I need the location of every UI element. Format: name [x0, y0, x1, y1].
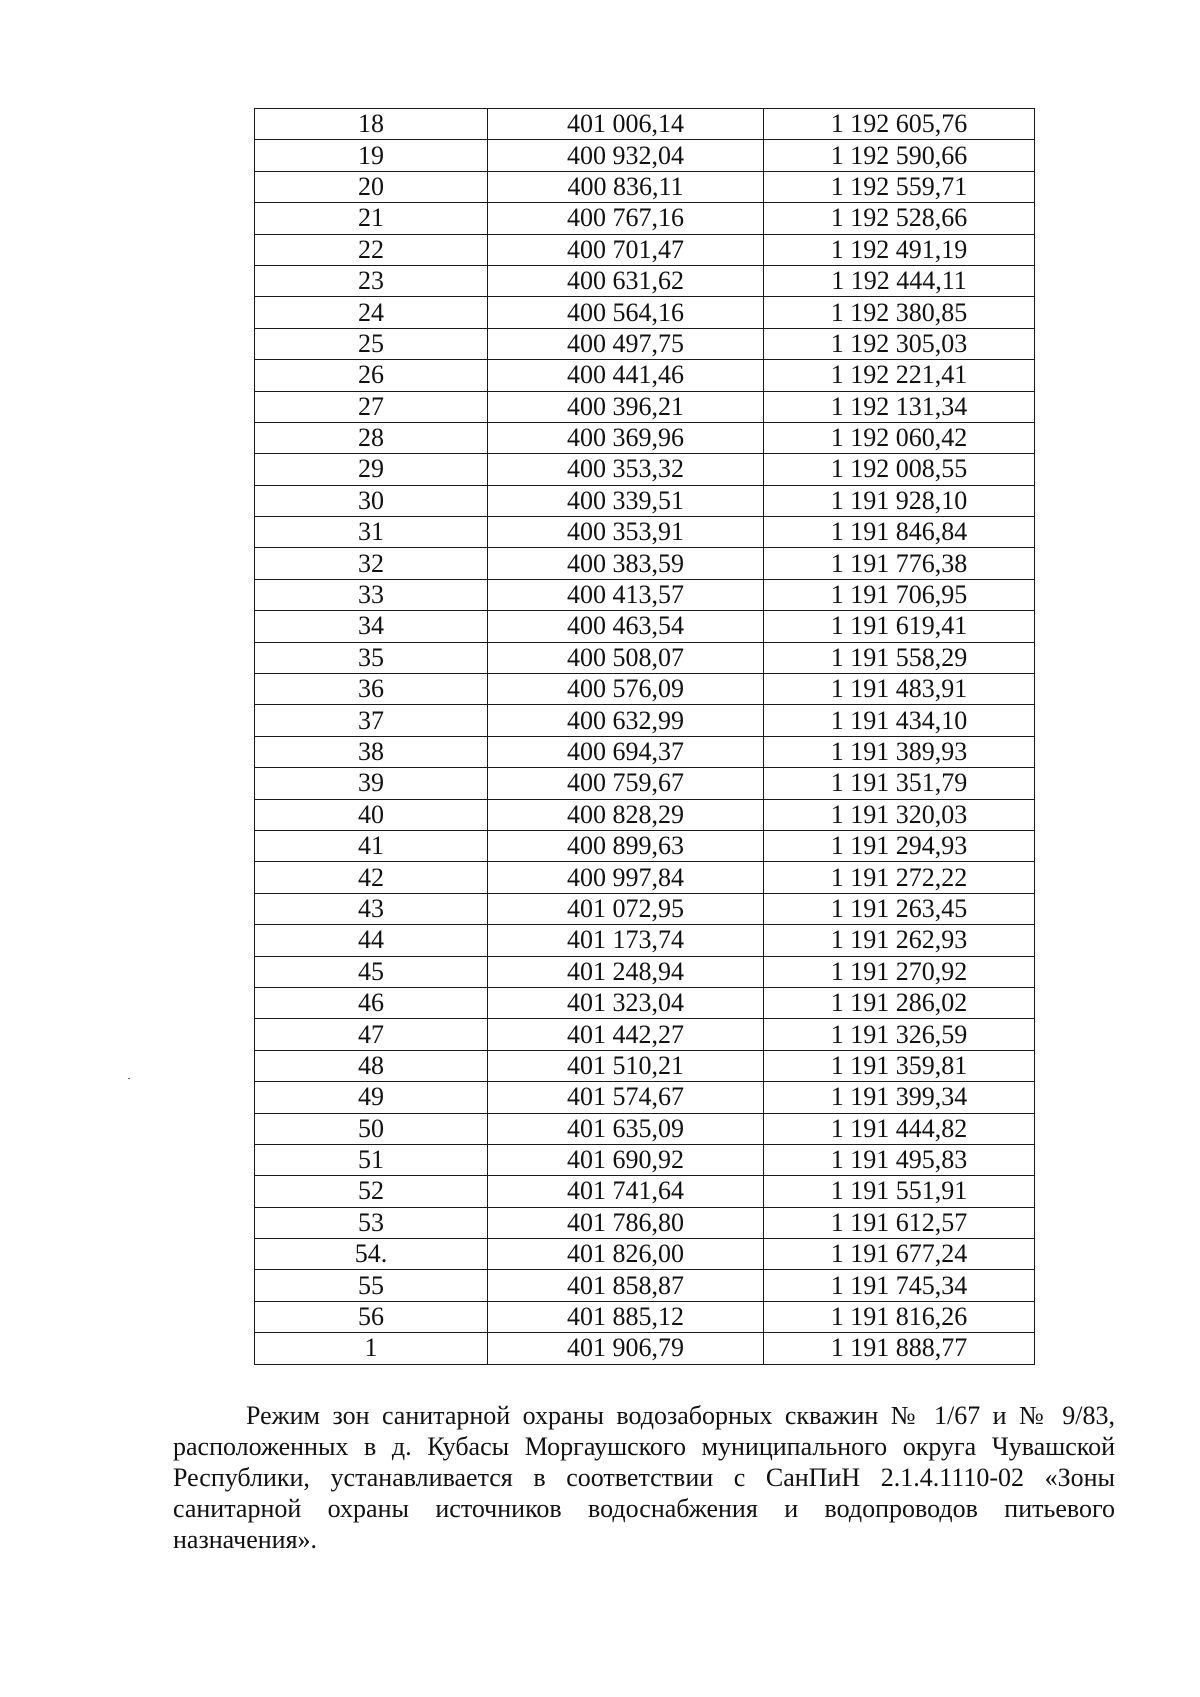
point-number-cell: 41: [255, 830, 488, 861]
table-row: [255, 1144, 1035, 1175]
x-coordinate-cell: 401 248,94: [488, 956, 764, 987]
y-coordinate-cell: 1 191 495,83: [764, 1144, 1035, 1175]
y-coordinate-cell: 1 192 605,76: [764, 109, 1035, 140]
x-coordinate-cell: 400 631,62: [488, 265, 764, 296]
table-row: [255, 517, 1035, 548]
x-coordinate-cell: 400 413,57: [488, 579, 764, 610]
table-row: [255, 925, 1035, 956]
x-coordinate-cell: 400 632,99: [488, 705, 764, 736]
table-row: [255, 109, 1035, 140]
table-row: [255, 548, 1035, 579]
point-number-cell: 19: [255, 140, 488, 171]
point-number-cell: 39: [255, 768, 488, 799]
y-coordinate-cell: 1 192 131,34: [764, 391, 1035, 422]
point-number-cell: 47: [255, 1019, 488, 1050]
x-coordinate-cell: 401 006,14: [488, 109, 764, 140]
table-row: [255, 265, 1035, 296]
y-coordinate-cell: 1 191 320,03: [764, 799, 1035, 830]
x-coordinate-cell: 400 564,16: [488, 297, 764, 328]
table-row: [255, 234, 1035, 265]
y-coordinate-cell: 1 191 816,26: [764, 1301, 1035, 1332]
table-row: [255, 360, 1035, 391]
y-coordinate-cell: 1 191 399,34: [764, 1082, 1035, 1113]
point-number-cell: 30: [255, 485, 488, 516]
table-row: [255, 768, 1035, 799]
y-coordinate-cell: 1 191 928,10: [764, 485, 1035, 516]
x-coordinate-cell: 401 574,67: [488, 1082, 764, 1113]
point-number-cell: 40: [255, 799, 488, 830]
y-coordinate-cell: 1 191 846,84: [764, 517, 1035, 548]
table-row: [255, 454, 1035, 485]
y-coordinate-cell: 1 191 286,02: [764, 987, 1035, 1018]
table-row: [255, 1113, 1035, 1144]
y-coordinate-cell: 1 191 434,10: [764, 705, 1035, 736]
point-number-cell: 42: [255, 862, 488, 893]
x-coordinate-cell: 400 899,63: [488, 830, 764, 861]
table-row: [255, 862, 1035, 893]
y-coordinate-cell: 1 192 444,11: [764, 265, 1035, 296]
point-number-cell: 48: [255, 1050, 488, 1081]
table-row: [255, 1176, 1035, 1207]
table-row: [255, 171, 1035, 202]
point-number-cell: 27: [255, 391, 488, 422]
point-number-cell: 50: [255, 1113, 488, 1144]
x-coordinate-cell: 400 339,51: [488, 485, 764, 516]
y-coordinate-cell: 1 191 706,95: [764, 579, 1035, 610]
point-number-cell: 43: [255, 893, 488, 924]
table-row: [255, 893, 1035, 924]
point-number-cell: 52: [255, 1176, 488, 1207]
x-coordinate-cell: 401 442,27: [488, 1019, 764, 1050]
x-coordinate-cell: 400 353,32: [488, 454, 764, 485]
point-number-cell: 45: [255, 956, 488, 987]
point-number-cell: 55: [255, 1270, 488, 1301]
table-row: [255, 1050, 1035, 1081]
y-coordinate-cell: 1 192 491,19: [764, 234, 1035, 265]
table-row: [255, 1270, 1035, 1301]
table-row: [255, 611, 1035, 642]
x-coordinate-cell: 400 767,16: [488, 203, 764, 234]
point-number-cell: 32: [255, 548, 488, 579]
table-row: [255, 297, 1035, 328]
x-coordinate-cell: 401 826,00: [488, 1239, 764, 1270]
y-coordinate-cell: 1 192 590,66: [764, 140, 1035, 171]
x-coordinate-cell: 400 508,07: [488, 642, 764, 673]
y-coordinate-cell: 1 191 888,77: [764, 1333, 1035, 1364]
point-number-cell: 54.: [255, 1239, 488, 1270]
x-coordinate-cell: 401 885,12: [488, 1301, 764, 1332]
table-row: [255, 203, 1035, 234]
y-coordinate-cell: 1 192 380,85: [764, 297, 1035, 328]
table-row: [255, 140, 1035, 171]
y-coordinate-cell: 1 191 389,93: [764, 736, 1035, 767]
y-coordinate-cell: 1 192 221,41: [764, 360, 1035, 391]
y-coordinate-cell: 1 191 359,81: [764, 1050, 1035, 1081]
table-row: [255, 736, 1035, 767]
table-row: [255, 328, 1035, 359]
x-coordinate-cell: 401 510,21: [488, 1050, 764, 1081]
y-coordinate-cell: 1 191 619,41: [764, 611, 1035, 642]
point-number-cell: 1: [255, 1333, 488, 1364]
table-row: [255, 956, 1035, 987]
table-row: [255, 987, 1035, 1018]
x-coordinate-cell: 400 497,75: [488, 328, 764, 359]
x-coordinate-cell: 401 635,09: [488, 1113, 764, 1144]
point-number-cell: 26: [255, 360, 488, 391]
x-coordinate-cell: 400 997,84: [488, 862, 764, 893]
body-paragraph: Режим зон санитарной охраны водозаборных скважин № 1/67 и № 9/83, расположенных в д. Кубасы Моргаушского муниципального округа Чувашской Республики, устанавливается в соответствии с СанПиН 2.1.4.1110-02 «Зоны санитарной охраны источников водоснабжения и водопроводов питьевого назначения».: [173, 1401, 1115, 1554]
x-coordinate-cell: 400 383,59: [488, 548, 764, 579]
coordinates-table-body: [255, 109, 1035, 1365]
y-coordinate-cell: 1 191 483,91: [764, 674, 1035, 705]
x-coordinate-cell: 400 828,29: [488, 799, 764, 830]
point-number-cell: 36: [255, 674, 488, 705]
point-number-cell: 49: [255, 1082, 488, 1113]
point-number-cell: 22: [255, 234, 488, 265]
x-coordinate-cell: 400 759,67: [488, 768, 764, 799]
y-coordinate-cell: 1 191 558,29: [764, 642, 1035, 673]
x-coordinate-cell: 400 441,46: [488, 360, 764, 391]
point-number-cell: 56: [255, 1301, 488, 1332]
x-coordinate-cell: 400 396,21: [488, 391, 764, 422]
point-number-cell: 28: [255, 422, 488, 453]
table-row: [255, 485, 1035, 516]
coordinates-table: [254, 108, 1035, 1365]
point-number-cell: 44: [255, 925, 488, 956]
y-coordinate-cell: 1 192 060,42: [764, 422, 1035, 453]
x-coordinate-cell: 401 690,92: [488, 1144, 764, 1175]
y-coordinate-cell: 1 191 294,93: [764, 830, 1035, 861]
y-coordinate-cell: 1 191 272,22: [764, 862, 1035, 893]
point-number-cell: 18: [255, 109, 488, 140]
x-coordinate-cell: 400 836,11: [488, 171, 764, 202]
point-number-cell: 20: [255, 171, 488, 202]
point-number-cell: 51: [255, 1144, 488, 1175]
y-coordinate-cell: 1 192 305,03: [764, 328, 1035, 359]
table-row: [255, 579, 1035, 610]
x-coordinate-cell: 400 353,91: [488, 517, 764, 548]
point-number-cell: 38: [255, 736, 488, 767]
table-row: [255, 391, 1035, 422]
y-coordinate-cell: 1 192 008,55: [764, 454, 1035, 485]
table-row: [255, 1207, 1035, 1238]
x-coordinate-cell: 401 858,87: [488, 1270, 764, 1301]
table-row: [255, 1239, 1035, 1270]
point-number-cell: 29: [255, 454, 488, 485]
x-coordinate-cell: 401 786,80: [488, 1207, 764, 1238]
x-coordinate-cell: 400 369,96: [488, 422, 764, 453]
x-coordinate-cell: 401 323,04: [488, 987, 764, 1018]
scan-speck: [128, 1078, 130, 1079]
table-row: [255, 674, 1035, 705]
point-number-cell: 21: [255, 203, 488, 234]
x-coordinate-cell: 400 576,09: [488, 674, 764, 705]
y-coordinate-cell: 1 191 677,24: [764, 1239, 1035, 1270]
y-coordinate-cell: 1 192 559,71: [764, 171, 1035, 202]
y-coordinate-cell: 1 191 612,57: [764, 1207, 1035, 1238]
table-row: [255, 642, 1035, 673]
point-number-cell: 31: [255, 517, 488, 548]
table-row: [255, 1301, 1035, 1332]
y-coordinate-cell: 1 191 776,38: [764, 548, 1035, 579]
x-coordinate-cell: 400 932,04: [488, 140, 764, 171]
y-coordinate-cell: 1 191 263,45: [764, 893, 1035, 924]
point-number-cell: 24: [255, 297, 488, 328]
point-number-cell: 46: [255, 987, 488, 1018]
point-number-cell: 34: [255, 611, 488, 642]
point-number-cell: 35: [255, 642, 488, 673]
table-row: [255, 705, 1035, 736]
table-row: [255, 1019, 1035, 1050]
y-coordinate-cell: 1 191 745,34: [764, 1270, 1035, 1301]
x-coordinate-cell: 400 701,47: [488, 234, 764, 265]
y-coordinate-cell: 1 191 351,79: [764, 768, 1035, 799]
x-coordinate-cell: 401 741,64: [488, 1176, 764, 1207]
x-coordinate-cell: 401 072,95: [488, 893, 764, 924]
x-coordinate-cell: 401 173,74: [488, 925, 764, 956]
y-coordinate-cell: 1 191 262,93: [764, 925, 1035, 956]
table-row: [255, 830, 1035, 861]
y-coordinate-cell: 1 191 326,59: [764, 1019, 1035, 1050]
table-row: [255, 422, 1035, 453]
y-coordinate-cell: 1 191 270,92: [764, 956, 1035, 987]
table-row: [255, 1333, 1035, 1364]
x-coordinate-cell: 400 463,54: [488, 611, 764, 642]
y-coordinate-cell: 1 192 528,66: [764, 203, 1035, 234]
x-coordinate-cell: 401 906,79: [488, 1333, 764, 1364]
point-number-cell: 33: [255, 579, 488, 610]
y-coordinate-cell: 1 191 444,82: [764, 1113, 1035, 1144]
table-row: [255, 799, 1035, 830]
point-number-cell: 25: [255, 328, 488, 359]
point-number-cell: 23: [255, 265, 488, 296]
point-number-cell: 37: [255, 705, 488, 736]
x-coordinate-cell: 400 694,37: [488, 736, 764, 767]
table-row: [255, 1082, 1035, 1113]
y-coordinate-cell: 1 191 551,91: [764, 1176, 1035, 1207]
point-number-cell: 53: [255, 1207, 488, 1238]
